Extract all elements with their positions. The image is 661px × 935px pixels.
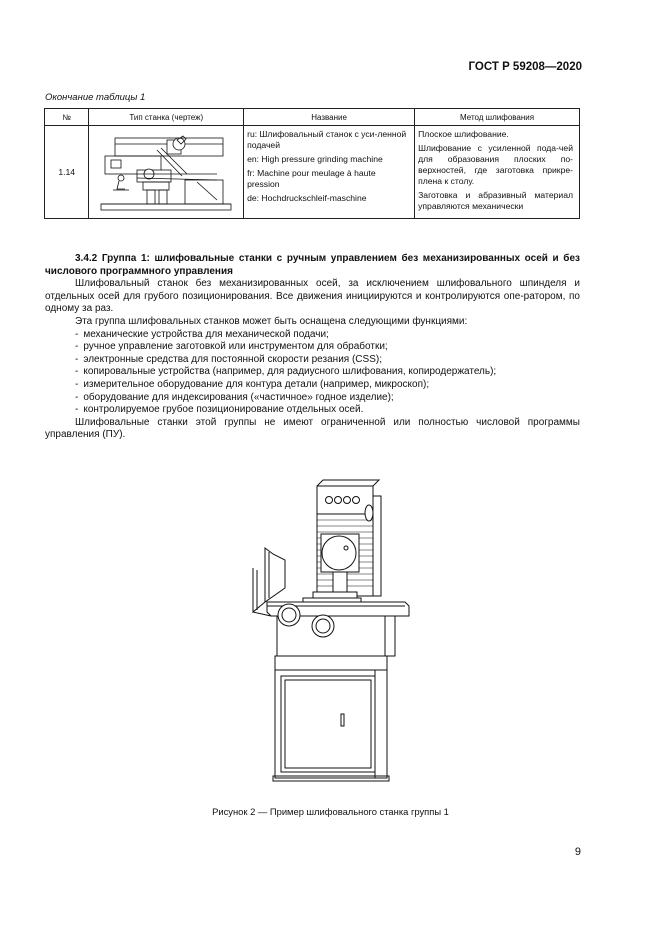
column-header-method: Метод шлифования	[415, 109, 580, 126]
list-item: - ручное управление заготовкой или инструментом для обработки;	[75, 341, 388, 353]
figure-caption: Рисунок 2 — Пример шлифовального станка группы 1	[212, 806, 449, 817]
table-header-row	[45, 109, 580, 126]
list-item: - копировальные устройства (например, для радиусного шлифования, копиродержатель);	[75, 366, 497, 378]
functions-lead: Эта группа шлифовальных станков может быть оснащена следующими функциями:	[75, 315, 468, 327]
page-number: 9	[574, 846, 581, 858]
intro-paragraph: Шлифовальный станок без механизированных осей, за исключением шлифовального шпинделя и отдельных осей для грубого позиционирования. Все движения инициируются и контролируются опе-ратором, по одному за раз.	[45, 278, 580, 315]
group-1-grinding-machine-drawing	[245, 478, 415, 783]
grinding-machine-sketch	[97, 130, 235, 214]
functions-list	[45, 329, 580, 417]
section-body	[45, 253, 580, 442]
machine-table	[44, 108, 580, 219]
name-en: en: High pressure grinding machine	[247, 154, 383, 164]
machine-name-cell	[244, 126, 415, 219]
name-fr: fr: Machine pour meulage à haute pression	[247, 168, 376, 189]
table-caption: Окончание таблицы 1	[45, 92, 146, 103]
closing-paragraph: Шлифовальные станки этой группы не имеют ограниченной или полностью числовой программы управления (ПУ).	[45, 416, 580, 441]
grinding-method-cell	[415, 126, 580, 219]
list-item: - механические устройства для механической подачи;	[75, 328, 329, 340]
name-de: de: Hochdruckschleif-maschine	[247, 193, 367, 203]
machine-drawing-cell	[89, 126, 244, 219]
standard-header: ГОСТ Р 59208—2020	[468, 61, 582, 73]
list-item: - контролируемое грубое позиционирование отдельных осей.	[75, 404, 364, 416]
column-header-number: №	[45, 109, 89, 126]
method-line: Заготовка и абразивный материал управляются механически	[418, 190, 573, 211]
column-header-type: Тип станка (чертеж)	[89, 109, 244, 126]
row-number: 1.14	[45, 126, 89, 219]
name-ru: ru: Шлифовальный станок с уси-ленной подачей	[247, 129, 407, 150]
section-heading: 3.4.2 Группа 1: шлифовальные станки с ручным управлением без механизированных осей и без числового программного управления	[45, 253, 580, 277]
column-header-name: Название	[244, 109, 415, 126]
table-row	[45, 126, 580, 219]
figure-grinding-machine	[245, 478, 415, 788]
list-item: - электронные средства для постоянной скорости резания (CSS);	[75, 353, 382, 365]
method-line: Шлифование с усиленной пода-чей для образования плоских по-верхностей, где заготовка прикре-плена к столу.	[418, 143, 573, 186]
list-item: - оборудование для индексирования («частичное» годное изделие);	[75, 391, 394, 403]
method-line: Плоское шлифование.	[418, 129, 509, 139]
list-item: - измерительное оборудование для контура детали (например, микроскоп);	[75, 378, 430, 390]
